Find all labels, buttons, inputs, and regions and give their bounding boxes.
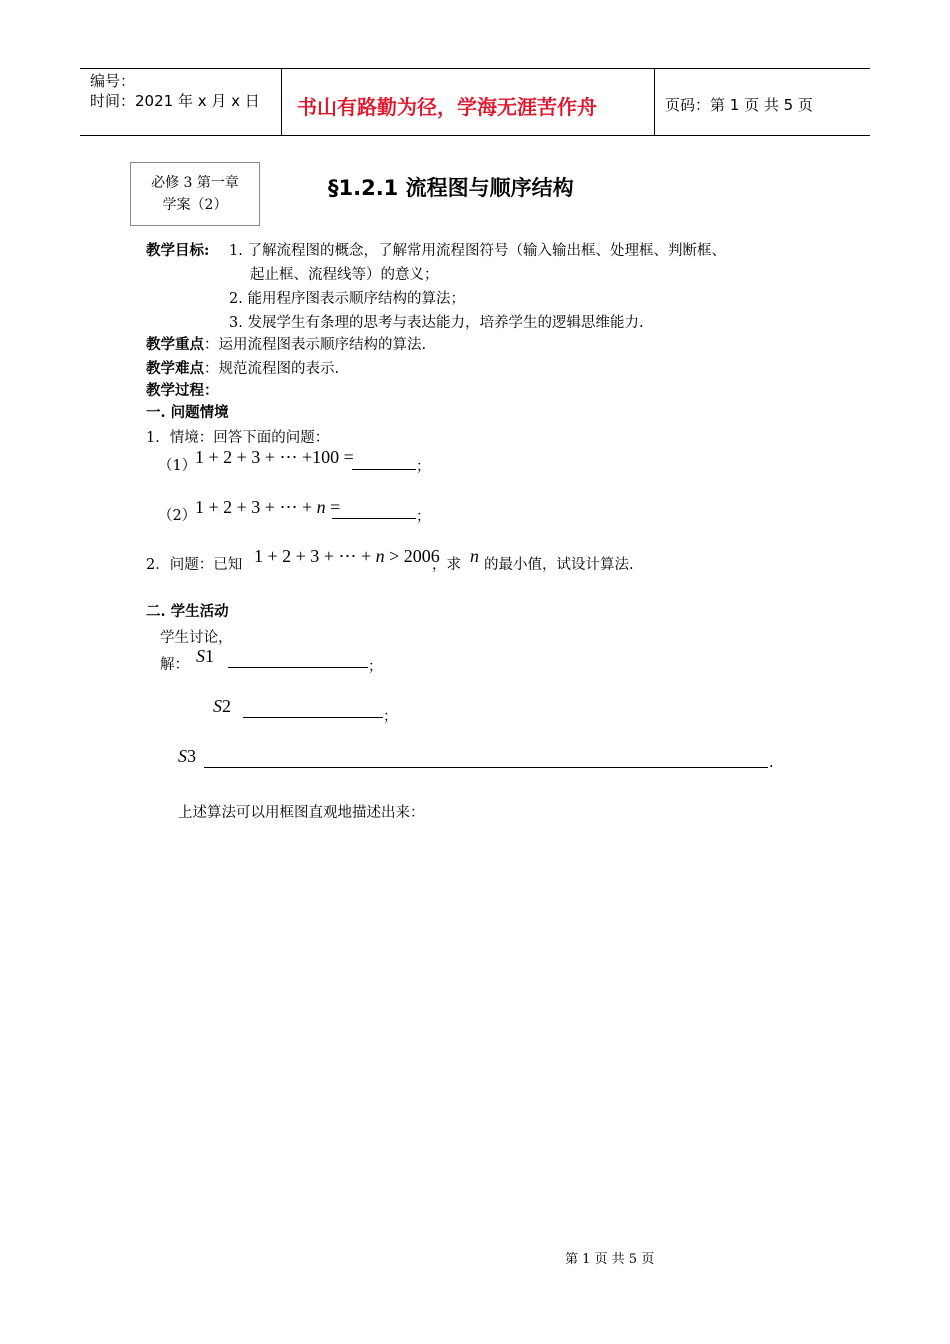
question2-semicolon: ； <box>416 509 431 525</box>
step-s2-label <box>213 696 231 717</box>
discussion-text: 学生讨论， <box>160 630 233 646</box>
flowchart-intro: 上述算法可以用框图直观地描述出来： <box>178 805 425 821</box>
header-motto: 书山有路勤为径，学海无涯苦作舟 <box>297 95 597 119</box>
serial-number-label: 编号： <box>90 72 136 90</box>
step-s2-number: 2 <box>222 696 231 716</box>
key-point-text: ：运用流程图表示顺序结构的算法. <box>204 337 427 353</box>
step-s3-label <box>178 746 196 767</box>
header-divider-right <box>654 68 655 135</box>
question1-semicolon: ； <box>416 459 431 475</box>
problem-var-n: n <box>375 546 385 566</box>
problem-expr-b: > 2006 <box>384 546 440 566</box>
step-s1-semicolon: ； <box>368 659 383 675</box>
question1-blank[interactable] <box>352 456 416 470</box>
objective-1-line2: 起止框、流程线等）的意义； <box>250 267 439 283</box>
section2-heading: 二. 学生活动 <box>146 603 229 620</box>
step-s3-period: . <box>769 755 774 771</box>
question1-number: （1） <box>158 458 197 474</box>
problem-expr-a: 1 + 2 + 3 + ⋯ + <box>254 546 376 566</box>
difficulty-label: 教学难点 <box>146 360 204 377</box>
chapter-box-line2: 学案（2） <box>162 197 228 213</box>
situation-text: 1．情境：回答下面的问题： <box>146 430 330 446</box>
question2-blank[interactable] <box>332 505 416 519</box>
problem-expression <box>254 546 440 567</box>
objectives-label: 教学目标: <box>146 242 210 259</box>
step-s2-blank[interactable] <box>243 703 383 718</box>
step-s1-letter: S <box>196 646 205 666</box>
step-s1-number: 1 <box>205 646 214 666</box>
problem-suffix: 的最小值，试设计算法. <box>484 557 634 573</box>
step-s2-semicolon: ； <box>383 709 398 725</box>
objective-3: 3. 发展学生有条理的思考与表达能力，培养学生的逻辑思维能力. <box>229 315 644 331</box>
date-label: 时间：2021 年 x 月 x 日 <box>90 92 260 110</box>
header-bottom-rule <box>80 135 870 136</box>
solution-label: 解： <box>160 657 189 673</box>
difficulty-text: ：规范流程图的表示. <box>204 361 340 377</box>
step-s2-letter: S <box>213 696 222 716</box>
key-point-label: 教学重点 <box>146 336 204 353</box>
chapter-box-line1: 必修 3 第一章 <box>151 175 239 191</box>
step-s3-letter: S <box>178 746 187 766</box>
step-s3-blank[interactable] <box>204 753 768 768</box>
step-s1-blank[interactable] <box>228 653 368 668</box>
section1-heading: 一. 问题情境 <box>146 404 229 421</box>
header-top-rule <box>80 68 870 69</box>
process-label: 教学过程： <box>146 382 219 399</box>
question2-var-n: n <box>316 497 326 517</box>
question2-expression <box>195 497 340 518</box>
header-divider-left <box>281 68 282 135</box>
question2-number: （2） <box>158 508 197 524</box>
step-s3-number: 3 <box>187 746 196 766</box>
question1-expression: 1 + 2 + 3 + ⋯ +100 = <box>195 447 354 467</box>
objective-1-line1: 1. 了解流程图的概念，了解常用流程图符号（输入输出框、处理框、判断框、 <box>229 243 726 259</box>
page-title: §1.2.1 流程图与顺序结构 <box>328 176 574 200</box>
objective-2: 2. 能用程序图表示顺序结构的算法； <box>229 291 465 307</box>
page-footer: 第 1 页 共 5 页 <box>565 1252 655 1267</box>
step-s1-label <box>196 646 214 667</box>
page-count-label: 页码：第 1 页 共 5 页 <box>665 96 813 114</box>
question2-expr-b: = <box>325 497 341 517</box>
problem-prefix: 2．问题：已知 <box>146 557 243 573</box>
difficulty <box>146 357 339 378</box>
problem-mid: ，求 <box>432 557 461 573</box>
key-point <box>146 333 426 354</box>
question2-expr-a: 1 + 2 + 3 + ⋯ + <box>195 497 317 517</box>
chapter-box <box>130 162 260 226</box>
problem-n: n <box>470 546 479 566</box>
